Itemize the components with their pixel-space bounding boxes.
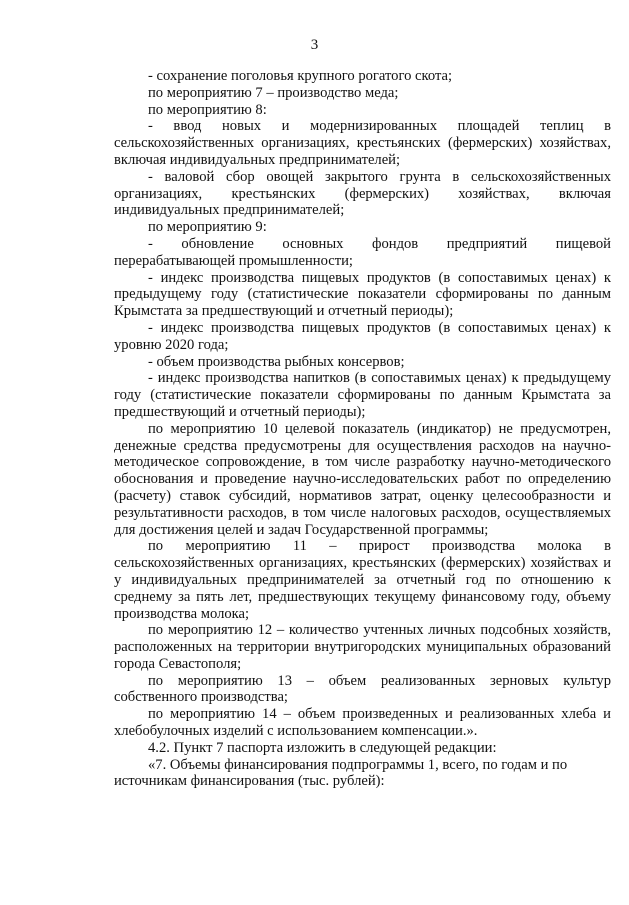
paragraph-food-index-2020: - индекс производства пищевых продуктов (в сопоставимых ценах) к уровню 2020 года; [114,319,611,353]
paragraph-vegetable-harvest: - валовой сбор овощей закрытого грунта в сельскохозяйственных организациях, крестьянских (фермерских) хозяйствах, включая индивидуальных предпринимателей; [114,168,611,219]
paragraph-measure-8-heading: по мероприятию 8: [148,101,267,118]
paragraph-canned-fish: - объем производства рыбных консервов; [148,353,405,370]
paragraph-measure-13: по мероприятию 13 – объем реализованных зерновых культур собственного производства; [114,672,611,706]
paragraph-item-4-2: 4.2. Пункт 7 паспорта изложить в следующей редакции: [148,739,497,756]
paragraph-measure-9-heading: по мероприятию 9: [148,219,267,236]
paragraph-measure-10: по мероприятию 10 целевой показатель (индикатор) не предусмотрен, денежные средства предусмотрены для осуществления расходов на научно-методическое сопровождение, в том числе разработку научно-методического обоснования и проведение научно-исследовательских работ по определению (расчету) ставок субсидий, нормативов затрат, оценку целесообразности и результативности расходов, в том числе налоговых расходов, осуществляемых для достижения целей и задач Государственной программы; [114,420,611,538]
paragraph-beverage-index: - индекс производства напитков (в сопоставимых ценах) к предыдущему году (статистические показатели сформированы по данным Крымстата за предшествующий и отчетный периоды); [114,370,611,420]
paragraph-financing-volumes: «7. Объемы финансирования подпрограммы 1, всего, по годам и по источникам финансирования (тыс. рублей): [114,756,568,790]
document-body [114,68,611,790]
paragraph-measure-7: по мероприятию 7 – производство меда; [148,84,399,101]
paragraph-livestock-preservation: - сохранение поголовья крупного рогатого скота; [148,68,453,84]
paragraph-greenhouse-commissioning: - ввод новых и модернизированных площадей теплиц в сельскохозяйственных организациях, крестьянских (фермерских) хозяйствах, включая индивидуальных предпринимателей; [114,118,611,168]
paragraph-measure-11: по мероприятию 11 – прирост производства молока в сельскохозяйственных организациях, крестьянских (фермерских) хозяйствах и у индивидуальных предпринимателей за отчетный год по отношению к среднему за пять лет, предшествующих текущему финансовому году, объему производства молока; [114,538,611,622]
paragraph-measure-14: по мероприятию 14 – объем произведенных и реализованных хлеба и хлебобулочных изделий с использованием компенсации.». [114,706,611,740]
page-number: 3 [310,37,319,53]
paragraph-fixed-assets-renewal: - обновление основных фондов предприятий пищевой перерабатывающей промышленности; [114,235,611,269]
paragraph-measure-12: по мероприятию 12 – количество учтенных личных подсобных хозяйств, расположенных на территории внутригородских муниципальных образований города Севастополя; [114,622,611,672]
paragraph-food-index-prev-year: - индекс производства пищевых продуктов (в сопоставимых ценах) к предыдущему году (статистические показатели сформированы по данным Крымстата за предшествующий и отчетный периоды); [114,269,611,320]
